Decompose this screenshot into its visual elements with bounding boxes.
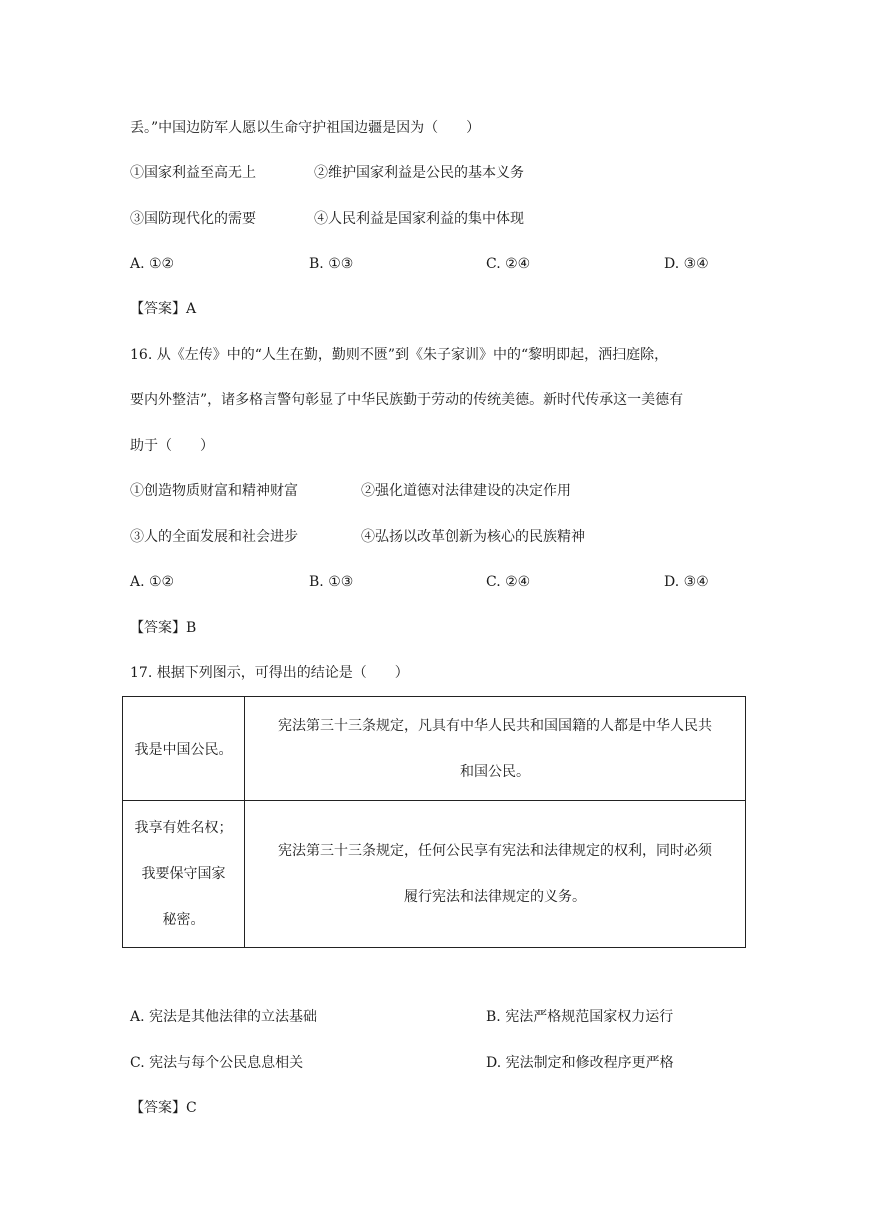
q16-option-b: B. ①③ [309,574,354,590]
row2-left-line-3: 秘密。 [162,912,205,928]
table-cell-right [245,801,746,948]
q15-option-b: B. ①③ [309,256,354,272]
table-row [123,801,746,948]
row2-left-line-1: 我享有姓名权； [134,820,233,836]
table-cell-left [123,801,245,948]
q15-stem-tail: 丢。”中国边防军人愿以生命守护祖国边疆是因为（ ） [130,120,481,136]
row2-right-line-1: 宪法第三十三条规定，任何公民享有宪法和法律规定的权利，同时必须 [278,843,712,859]
q15-item-1: ①国家利益至高无上 [130,165,256,181]
q16-option-d: D. ③④ [664,574,709,590]
q17-answer: 【答案】C [130,1100,197,1116]
q16-option-c: C. ②④ [486,574,531,590]
row1-left-text: 我是中国公民。 [134,741,233,758]
q16-option-a: A. ①② [130,574,175,590]
q16-item-4: ④弘扬以改革创新为核心的民族精神 [361,529,585,545]
table-cell-left [123,697,245,801]
q16-item-1: ①创造物质财富和精神财富 [130,483,298,499]
q16-stem-line-1: 16. 从《左传》中的“人生在勤，勤则不匮”到《朱子家训》中的“黎明即起，洒扫庭除， [130,347,669,363]
q16-stem-line-3: 助于（ ） [130,438,214,454]
row1-right-line-2: 和国公民。 [460,763,530,780]
q15-option-c: C. ②④ [486,256,531,272]
q15-answer: 【答案】A [130,301,197,317]
row1-right-line-1: 宪法第三十三条规定，凡具有中华人民共和国国籍的人都是中华人民共 [278,717,712,734]
q17-stem: 17. 根据下列图示，可得出的结论是（ ） [130,665,409,681]
q17-option-b: B. 宪法严格规范国家权力运行 [486,1009,674,1025]
q16-stem-line-2: 要内外整洁”，诸多格言警句彰显了中华民族勤于劳动的传统美德。新时代传承这一美德有 [130,392,684,408]
q17-option-d: D. 宪法制定和修改程序更严格 [486,1055,674,1071]
table-row [123,697,746,801]
q15-option-a: A. ①② [130,256,175,272]
q17-option-c: C. 宪法与每个公民息息相关 [130,1055,304,1071]
q15-option-d: D. ③④ [664,256,709,272]
q17-option-a: A. 宪法是其他法律的立法基础 [130,1009,318,1025]
q15-item-4: ④人民利益是国家利益的集中体现 [314,211,524,227]
constitution-table [122,696,746,948]
q15-item-2: ②维护国家利益是公民的基本义务 [314,165,524,181]
q16-item-3: ③人的全面发展和社会进步 [130,529,298,545]
q15-item-3: ③国防现代化的需要 [130,211,256,227]
row2-left-line-2: 我要保守国家 [141,866,226,882]
row2-right-line-2: 履行宪法和法律规定的义务。 [404,889,586,905]
q16-answer: 【答案】B [130,620,197,636]
table-cell-right [245,697,746,801]
q16-item-2: ②强化道德对法律建设的决定作用 [361,483,571,499]
